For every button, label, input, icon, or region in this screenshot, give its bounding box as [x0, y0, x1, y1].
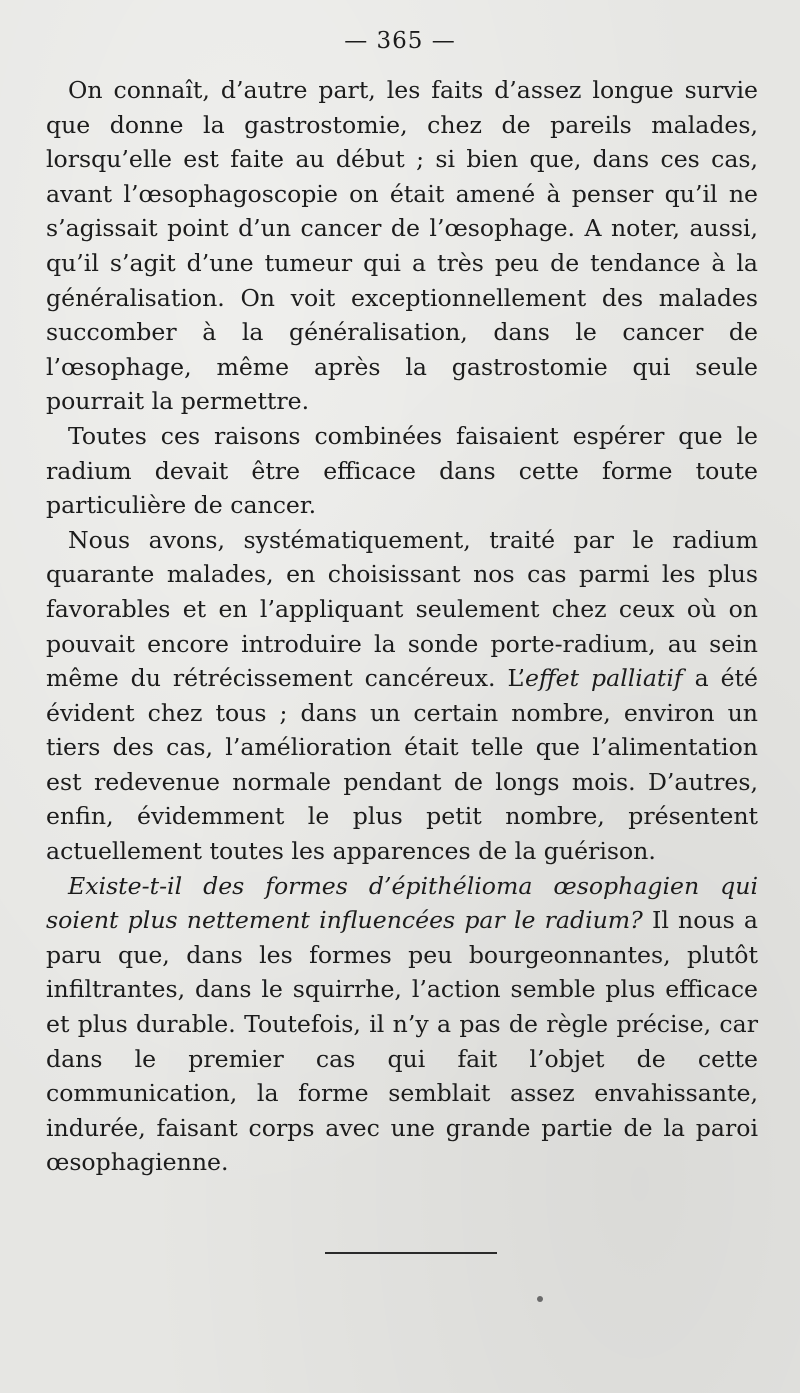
- paragraph-2: Toutes ces raisons combinées faisaient espérer que le radium devait être efficace dans cette forme toute particulière de cancer.: [46, 421, 758, 520]
- paragraph-3-emphasis: effet palliatif: [524, 664, 683, 693]
- paragraph-4: [46, 869, 758, 1180]
- paragraph-3: [46, 523, 758, 869]
- body-text: [46, 73, 758, 1180]
- paragraph-3-text-before: Nous avons, systématiquement, traité par le radium quarante malades, en choisissant nos cas parmi les plus favorables et en l’appliquant seulement chez ceux où on pouvait encore introduire la sonde porte-radium, au sein même du rétrécissement cancéreux. L’: [46, 525, 758, 693]
- paragraph-4-question: Existe-t-il des formes d’épithélioma œsophagien qui soient plus nettement influencées par le radium?: [46, 871, 758, 935]
- paragraph-3-text-after: a été évident chez tous ; dans un certain nombre, environ un tiers des cas, l’amélioration était telle que l’alimentation est redevenue normale pendant de longs mois. D’autres, enfin, évidemment le plus petit nombre, présentent actuellement toutes les apparences de la guérison.: [46, 664, 758, 866]
- page-number: — 365 —: [344, 28, 456, 54]
- end-rule: [325, 1252, 497, 1254]
- paragraph-4-text-after: Il nous a paru que, dans les formes peu bourgeonnantes, plutôt infiltrantes, dans le squirrhe, l’action semble plus efficace et plus durable. Toutefois, il n’y a pas de règle précise, car dans le premier cas qui fait l’objet de cette communication, la forme semblait assez envahissante, indurée, faisant corps avec une grande partie de la paroi œsophagienne.: [46, 906, 758, 1177]
- ink-speck: [537, 1296, 543, 1302]
- paragraph-1: On connaît, d’autre part, les faits d’assez longue survie que donne la gastrostomie, chez de pareils malades, lorsqu’elle est faite au début ; si bien que, dans ces cas, avant l’œsophagoscopie on était amené à penser qu’il ne s’agissait point d’un cancer de l’œsophage. A noter, aussi, qu’il s’agit d’une tumeur qui a très peu de tendance à la généralisation. On voit exceptionnellement des malades succomber à la généralisation, dans le cancer de l’œsophage, même après la gastrostomie qui seule pourrait la permettre.: [46, 76, 758, 416]
